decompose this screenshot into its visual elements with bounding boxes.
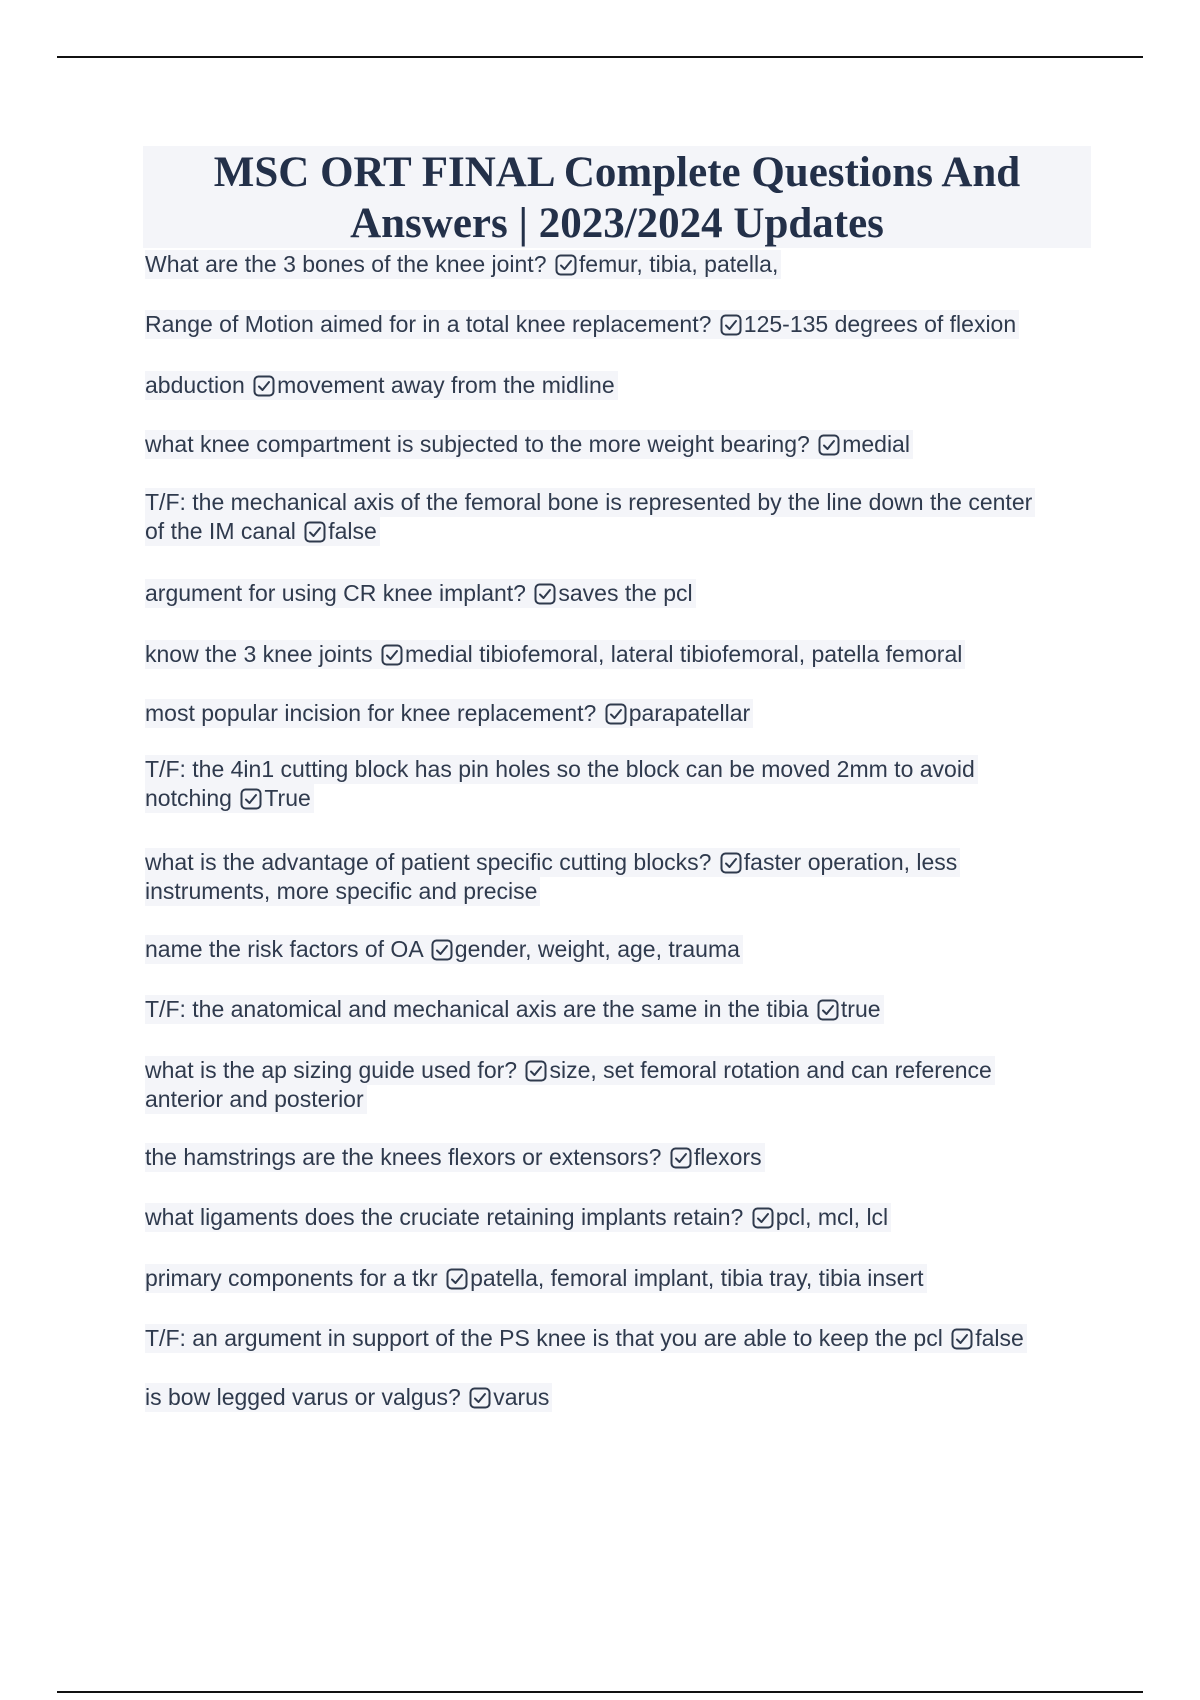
qa-item-17 xyxy=(145,1324,1027,1353)
answer-text: parapatellar xyxy=(628,700,751,726)
qa-item-2 xyxy=(145,310,1019,339)
checkbox-check-icon xyxy=(304,521,326,543)
bottom-rule xyxy=(57,1691,1143,1693)
qa-item-10 xyxy=(145,848,960,906)
checkbox-check-icon xyxy=(525,1060,547,1082)
question-text: T/F: the anatomical and mechanical axis are the same in the tibia xyxy=(145,996,809,1022)
question-text: T/F: an argument in support of the PS knee is that you are able to keep the pcl xyxy=(145,1325,943,1351)
checkbox-check-icon xyxy=(381,644,403,666)
qa-item-12 xyxy=(145,995,884,1024)
question-text-line-1: T/F: the mechanical axis of the femoral bone is represented by the line down the center xyxy=(145,489,1033,515)
title-box xyxy=(143,146,1091,248)
checkbox-check-icon xyxy=(555,254,577,276)
qa-item-11 xyxy=(145,935,743,964)
qa-item-18 xyxy=(145,1383,552,1412)
checkbox-check-icon xyxy=(720,314,742,336)
checkbox-check-icon xyxy=(752,1207,774,1229)
answer-text: femur, tibia, patella, xyxy=(578,251,779,277)
question-text-line-2: of the IM canal xyxy=(145,518,296,544)
answer-text: patella, femoral implant, tibia tray, tibia insert xyxy=(470,1265,924,1291)
question-text: is bow legged varus or valgus? xyxy=(145,1384,461,1410)
qa-item-14 xyxy=(145,1143,765,1172)
question-text: what ligaments does the cruciate retaining implants retain? xyxy=(145,1204,744,1230)
question-text: primary components for a tkr xyxy=(145,1265,438,1291)
answer-text: movement away from the midline xyxy=(277,372,615,398)
title-line-1: MSC ORT FINAL Complete Questions And xyxy=(213,149,1021,196)
qa-item-15 xyxy=(145,1203,891,1232)
qa-item-13 xyxy=(145,1056,995,1114)
checkbox-check-icon xyxy=(951,1328,973,1350)
checkbox-check-icon xyxy=(818,434,840,456)
qa-item-5 xyxy=(145,488,1035,546)
question-text-line-1: T/F: the 4in1 cutting block has pin holes so the block can be moved 2mm to avoid xyxy=(145,756,975,782)
answer-text: medial xyxy=(842,431,910,457)
answer-text-line-1: size, set femoral rotation and can reference xyxy=(549,1057,992,1083)
qa-item-1 xyxy=(145,250,781,279)
checkbox-check-icon xyxy=(605,703,627,725)
answer-text: pcl, mcl, lcl xyxy=(775,1204,889,1230)
qa-item-8 xyxy=(145,699,753,728)
answer-text: medial tibiofemoral, lateral tibiofemoral, patella femoral xyxy=(404,641,963,667)
checkbox-check-icon xyxy=(720,852,742,874)
checkbox-check-icon xyxy=(240,788,262,810)
answer-text: saves the pcl xyxy=(558,580,693,606)
question-text-line-2: notching xyxy=(145,785,232,811)
checkbox-check-icon xyxy=(817,999,839,1021)
question-text: what knee compartment is subjected to the more weight bearing? xyxy=(145,431,810,457)
question-text: what is the advantage of patient specific cutting blocks? xyxy=(145,849,712,875)
answer-text: gender, weight, age, trauma xyxy=(454,936,740,962)
qa-item-4 xyxy=(145,430,913,459)
answer-text: varus xyxy=(493,1384,550,1410)
qa-item-6 xyxy=(145,579,696,608)
answer-text-line-2: anterior and posterior xyxy=(145,1086,364,1112)
question-text: Range of Motion aimed for in a total knee replacement? xyxy=(145,311,712,337)
top-rule xyxy=(57,56,1143,58)
question-text: What are the 3 bones of the knee joint? xyxy=(145,251,547,277)
answer-text: false xyxy=(975,1325,1024,1351)
question-text: abduction xyxy=(145,372,245,398)
checkbox-check-icon xyxy=(469,1387,491,1409)
answer-text: True xyxy=(264,785,311,811)
answer-text-line-1: faster operation, less xyxy=(743,849,958,875)
answer-text: false xyxy=(328,518,377,544)
question-text: the hamstrings are the knees flexors or extensors? xyxy=(145,1144,662,1170)
title-line-2: Answers | 2023/2024 Updates xyxy=(350,200,884,247)
answer-text-line-2: instruments, more specific and precise xyxy=(145,878,538,904)
checkbox-check-icon xyxy=(446,1268,468,1290)
qa-item-9 xyxy=(145,755,978,813)
checkbox-check-icon xyxy=(253,375,275,397)
answer-text: true xyxy=(840,996,881,1022)
qa-item-3 xyxy=(145,371,618,400)
question-text: argument for using CR knee implant? xyxy=(145,580,526,606)
answer-text: flexors xyxy=(693,1144,762,1170)
question-text: what is the ap sizing guide used for? xyxy=(145,1057,518,1083)
qa-item-7 xyxy=(145,640,965,669)
question-text: know the 3 knee joints xyxy=(145,641,373,667)
checkbox-check-icon xyxy=(431,939,453,961)
question-text: most popular incision for knee replacement? xyxy=(145,700,597,726)
checkbox-check-icon xyxy=(534,583,556,605)
question-text: name the risk factors of OA xyxy=(145,936,423,962)
qa-item-16 xyxy=(145,1264,927,1293)
checkbox-check-icon xyxy=(670,1147,692,1169)
answer-text: 125-135 degrees of flexion xyxy=(743,311,1017,337)
document-title xyxy=(143,146,1091,249)
